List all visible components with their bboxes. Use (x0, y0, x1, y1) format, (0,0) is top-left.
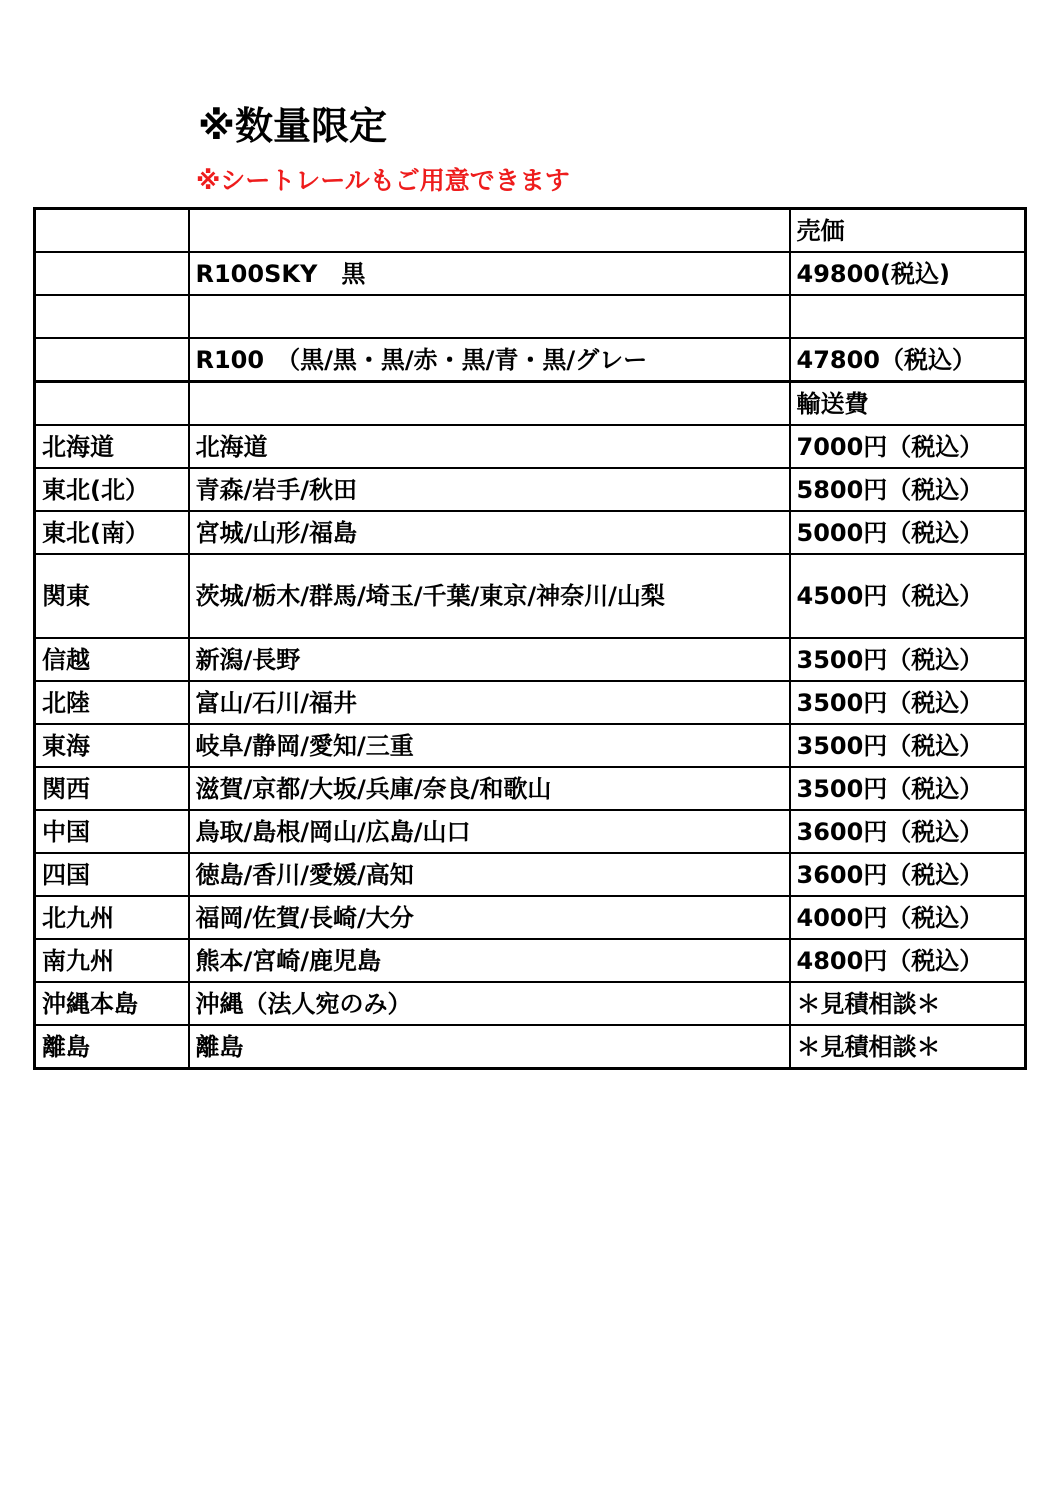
prefectures-cell: 沖縄（法人宛のみ） (189, 982, 790, 1025)
fee-cell: 3600円（税込） (790, 853, 1026, 896)
prefectures-cell: 茨城/栃木/群馬/埼玉/千葉/東京/神奈川/山梨 (189, 554, 790, 638)
fee-cell: ＊見積相談＊ (790, 1025, 1026, 1069)
table-row (35, 638, 1026, 681)
fee-cell: 5000円（税込） (790, 511, 1026, 554)
fee-cell: 3500円（税込） (790, 638, 1026, 681)
region-cell: 中国 (35, 810, 189, 853)
fee-cell: 3500円（税込） (790, 724, 1026, 767)
table-row (35, 511, 1026, 554)
price-cell: 47800（税込） (790, 338, 1026, 382)
region-cell (35, 252, 189, 295)
table-row (35, 853, 1026, 896)
region-cell (35, 295, 189, 338)
region-cell: 関西 (35, 767, 189, 810)
region-cell: 信越 (35, 638, 189, 681)
table-row (35, 338, 1026, 382)
table-row (35, 681, 1026, 724)
price-cell (790, 295, 1026, 338)
fee-cell: ＊見積相談＊ (790, 982, 1026, 1025)
product-header-row (35, 209, 1026, 253)
fee-cell: 4000円（税込） (790, 896, 1026, 939)
region-cell: 四国 (35, 853, 189, 896)
region-cell: 東北(南） (35, 511, 189, 554)
prefectures-cell: 離島 (189, 1025, 790, 1069)
table-row (35, 724, 1026, 767)
region-cell: 離島 (35, 1025, 189, 1069)
fee-cell: 7000円（税込） (790, 425, 1026, 468)
table-row (35, 252, 1026, 295)
prefectures-cell: 新潟/長野 (189, 638, 790, 681)
region-cell: 関東 (35, 554, 189, 638)
prefectures-cell: 青森/岩手/秋田 (189, 468, 790, 511)
fee-cell: 3600円（税込） (790, 810, 1026, 853)
table-row (35, 295, 1026, 338)
prefectures-cell: 岐阜/静岡/愛知/三重 (189, 724, 790, 767)
fee-cell: 3500円（税込） (790, 767, 1026, 810)
model-cell (189, 295, 790, 338)
fee-cell: 3500円（税込） (790, 681, 1026, 724)
region-cell: 北海道 (35, 425, 189, 468)
seat-rail-notice: ※シートレールもご用意できます (196, 166, 570, 195)
prefectures-cell: 熊本/宮崎/鹿児島 (189, 939, 790, 982)
price-header: 売価 (790, 209, 1026, 253)
region-cell: 沖縄本島 (35, 982, 189, 1025)
prefectures-cell: 福岡/佐賀/長崎/大分 (189, 896, 790, 939)
model-cell (189, 209, 790, 253)
region-cell: 北九州 (35, 896, 189, 939)
table-row (35, 425, 1026, 468)
table-row (35, 468, 1026, 511)
region-cell (35, 382, 189, 426)
region-cell: 東海 (35, 724, 189, 767)
region-cell: 北陸 (35, 681, 189, 724)
fee-cell: 4500円（税込） (790, 554, 1026, 638)
prefectures-cell: 滋賀/京都/大坂/兵庫/奈良/和歌山 (189, 767, 790, 810)
table-row (35, 939, 1026, 982)
shipping-header-row (35, 382, 1026, 426)
region-cell: 東北(北） (35, 468, 189, 511)
region-cell (35, 209, 189, 253)
prefectures-cell (189, 382, 790, 426)
prefectures-cell: 宮城/山形/福島 (189, 511, 790, 554)
prefectures-cell: 富山/石川/福井 (189, 681, 790, 724)
table-row (35, 767, 1026, 810)
prefectures-cell: 徳島/香川/愛媛/高知 (189, 853, 790, 896)
shipping-fee-header: 輸送費 (790, 382, 1026, 426)
price-cell: 49800(税込) (790, 252, 1026, 295)
model-cell: R100SKY 黒 (189, 252, 790, 295)
table-row (35, 896, 1026, 939)
fee-cell: 4800円（税込） (790, 939, 1026, 982)
region-cell: 南九州 (35, 939, 189, 982)
table-row (35, 1025, 1026, 1069)
table-row (35, 554, 1026, 638)
model-cell: R100 （黒/黒・黒/赤・黒/青・黒/グレー (189, 338, 790, 382)
table-row (35, 982, 1026, 1025)
region-cell (35, 338, 189, 382)
fee-cell: 5800円（税込） (790, 468, 1026, 511)
table-row (35, 810, 1026, 853)
prefectures-cell: 鳥取/島根/岡山/広島/山口 (189, 810, 790, 853)
page-title: ※数量限定 (198, 104, 387, 148)
prefectures-cell: 北海道 (189, 425, 790, 468)
price-table (33, 207, 1027, 1070)
